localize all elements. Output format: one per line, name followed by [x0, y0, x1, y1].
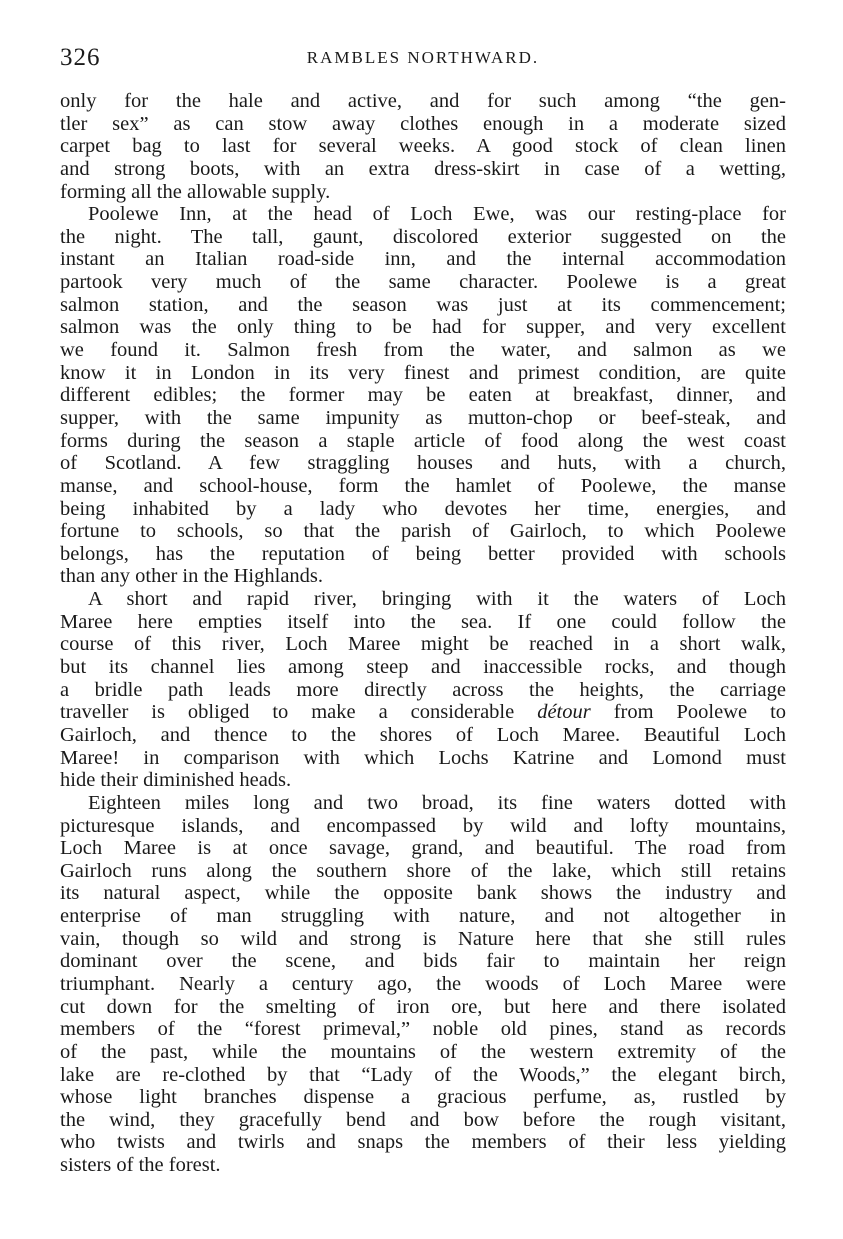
text-line: hide their diminished heads. — [60, 769, 292, 792]
text-line: but its channel lies among steep and inaccessible rocks, and though — [60, 656, 786, 679]
text-line: course of this river, Loch Maree might be reached in a short walk, — [60, 633, 786, 656]
text-line: instant an Italian road-side inn, and the internal accommodation — [60, 248, 786, 271]
text-line: Maree! in comparison with which Lochs Katrine and Lomond must — [60, 746, 786, 769]
text-line: enterprise of man struggling with nature, and not altogether in — [60, 905, 786, 928]
text-line: being inhabited by a lady who devotes her time, energies, and — [60, 497, 786, 520]
text-line: dominant over the scene, and bids fair to maintain her reign — [60, 950, 786, 973]
text-line: supper, with the same impunity as mutton-chop or beef-steak, and — [60, 406, 786, 429]
text-line: partook very much of the same character. Poolewe is a great — [60, 271, 786, 294]
text-line: who twists and twirls and snaps the members of their less yielding — [60, 1131, 786, 1154]
text-line: Loch Maree is at once savage, grand, and beautiful. The road from — [60, 837, 786, 860]
text-line: carpet bag to last for several weeks. A good stock of clean linen — [60, 135, 786, 158]
text-line: manse, and school-house, form the hamlet of Poolewe, the manse — [60, 474, 786, 497]
text-line: triumphant. Nearly a century ago, the woods of Loch Maree were — [60, 972, 786, 995]
text-line: picturesque islands, and encompassed by wild and lofty mountains, — [60, 814, 786, 837]
text-line: the night. The tall, gaunt, discolored exterior suggested on the — [60, 225, 786, 248]
text-line: know it in London in its very finest and primest condition, are quite — [60, 361, 786, 384]
text-line: salmon station, and the season was just at its commencement; — [60, 293, 786, 316]
running-title: RAMBLES NORTHWARD. — [306, 48, 540, 67]
text-line: vain, though so wild and strong is Nature here that she still rules — [60, 927, 786, 950]
text-line: cut down for the smelting of iron ore, but here and there isolated — [60, 995, 786, 1018]
text-line: Poolewe Inn, at the head of Loch Ewe, was our resting-place for — [88, 203, 786, 226]
text-line: Gairloch, and thence to the shores of Loch Maree. Beautiful Loch — [60, 723, 786, 746]
text-line: of Scotland. A few straggling houses and huts, with a church, — [60, 452, 786, 475]
text-line: salmon was the only thing to be had for supper, and very excellent — [60, 316, 786, 339]
text-line: A short and rapid river, bringing with it the waters of Loch — [88, 588, 786, 611]
text-line: the wind, they gracefully bend and bow before the rough visitant, — [60, 1108, 786, 1131]
text-line: whose light branches dispense a gracious perfume, as, rustled by — [60, 1086, 786, 1109]
text-line: forms during the season a staple article of food along the west coast — [60, 429, 786, 452]
body-text — [60, 90, 786, 1177]
text-line: Eighteen miles long and two broad, its fine waters dotted with — [88, 791, 786, 814]
page-header — [60, 44, 786, 80]
text-segment: traveller is obliged to make a considerable — [60, 701, 515, 724]
text-line: we found it. Salmon fresh from the water, and salmon as we — [60, 339, 786, 362]
text-line: Gairloch runs along the southern shore of the lake, which still retains — [60, 859, 786, 882]
text-line: sisters of the forest. — [60, 1154, 221, 1177]
text-line: of the past, while the mountains of the western extremity of the — [60, 1040, 786, 1063]
text-line-with-italic — [60, 701, 786, 724]
text-line: belongs, has the reputation of being better provided with schools — [60, 542, 786, 565]
text-line: only for the hale and active, and for such among “the gen- — [60, 90, 786, 112]
text-line: its natural aspect, while the opposite bank shows the industry and — [60, 882, 786, 905]
italic-word: détour — [537, 701, 591, 724]
text-line: fortune to schools, so that the parish of Gairloch, to which Poolewe — [60, 520, 786, 543]
text-line: lake are re-clothed by that “Lady of the Woods,” the elegant birch, — [60, 1063, 786, 1086]
text-line: different edibles; the former may be eaten at breakfast, dinner, and — [60, 384, 786, 407]
text-line: and strong boots, with an extra dress-skirt in case of a wetting, — [60, 157, 786, 180]
book-page — [60, 44, 786, 1177]
text-line: members of the “forest primeval,” noble old pines, stand as records — [60, 1018, 786, 1041]
text-line: than any other in the Highlands. — [60, 565, 324, 588]
text-segment: from Poolewe to — [613, 701, 786, 724]
text-line: forming all the allowable supply. — [60, 180, 331, 203]
text-line: Maree here empties itself into the sea. If one could follow the — [60, 610, 786, 633]
text-line: tler sex” as can stow away clothes enough in a moderate sized — [60, 112, 786, 135]
text-line: a bridle path leads more directly across the heights, the carriage — [60, 678, 786, 701]
page-number: 326 — [60, 44, 101, 71]
